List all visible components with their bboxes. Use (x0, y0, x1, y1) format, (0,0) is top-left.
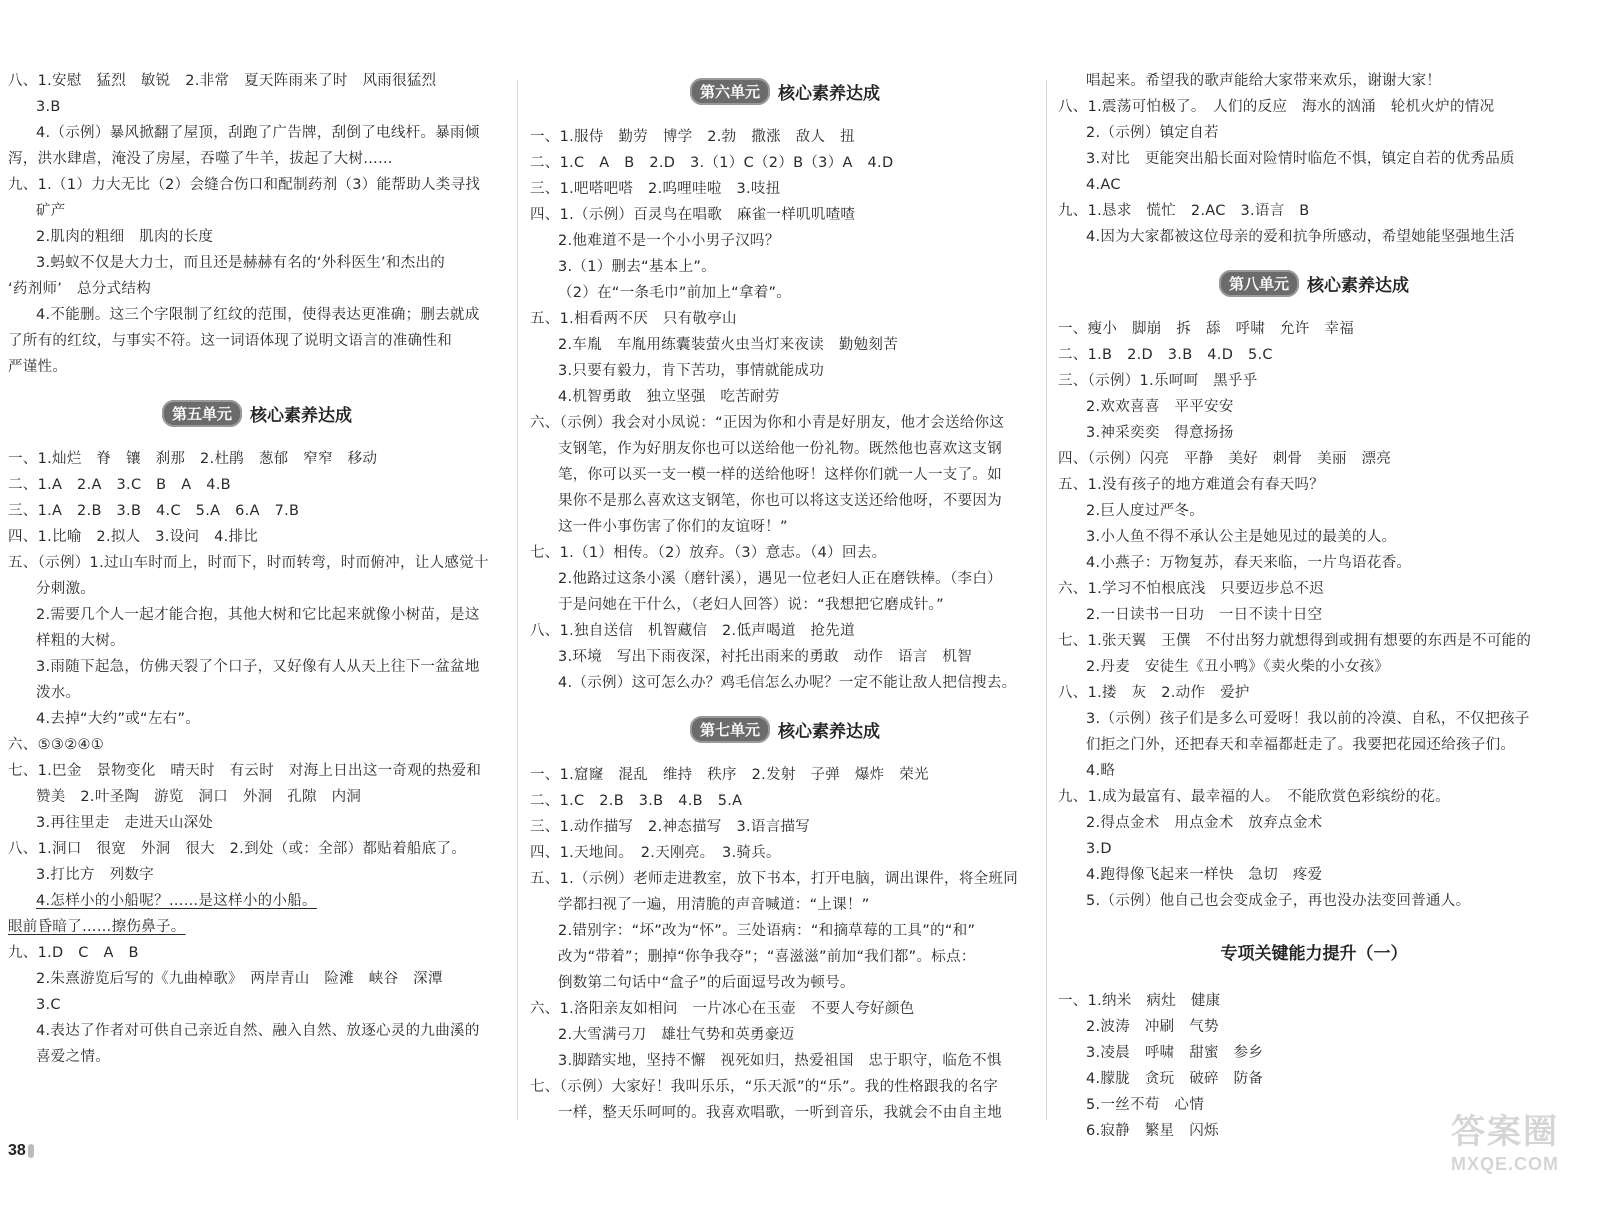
answer-line: 五、1.（示例）老师走进教室，放下书本，打开电脑，调出课件，将全班同 (530, 871, 1019, 887)
answer-line: 6.寂静 繁星 闪烁 (1086, 1123, 1219, 1139)
answer-line: 四、1.（示例）百灵鸟在唱歌 麻雀一样叽叽喳喳 (530, 207, 856, 223)
answer-line: 3.（1）删去“基本上”。 (558, 259, 716, 275)
answer-line: 4.不能删。这三个字限制了红纹的范围，使得表达更准确；删去就成 (36, 307, 480, 323)
answer-line: 4.去掉“大约”或“左右”。 (36, 711, 201, 727)
answer-line: 四、（示例）闪亮 平静 美好 刺骨 美丽 漂亮 (1058, 451, 1392, 467)
special-section-heading (1058, 928, 1570, 974)
answer-line: 七、1.张天翼 王僎 不付出努力就想得到或拥有想要的东西是不可能的 (1058, 633, 1532, 649)
answer-line: 一、1.服侍 勤劳 博学 2.勃 撒涨 敌人 扭 (530, 129, 855, 145)
answer-line: 3.神采奕奕 得意扬扬 (1086, 425, 1234, 441)
answer-line-underlined: 4.怎样小的小船呢？……是这样小的小船。 (36, 893, 317, 909)
answer-line: 3.小人鱼不得不承认公主是她见过的最美的人。 (1086, 529, 1397, 545)
unit-5-heading (8, 390, 506, 436)
answer-line: 九、1.（1）力大无比（2）会缝合伤口和配制药剂（3）能帮助人类寻找 (8, 177, 481, 193)
answer-line: 4.朦胧 贪玩 破碎 防备 (1086, 1071, 1264, 1087)
answer-line: 支钢笔，作为好朋友你也可以送给他一份礼物。既然他也喜欢这支钢 (558, 441, 1002, 457)
page-number (8, 1142, 34, 1160)
answer-line: 八、1.安慰 猛烈 敏锐 2.非常 夏天阵雨来了时 风雨很猛烈 (8, 73, 437, 89)
answer-line: 3.脚踏实地，坚持不懈 视死如归，热爱祖国 忠于职守，临危不惧 (558, 1053, 1002, 1069)
answer-line: 3.（示例）孩子们是多么可爱呀！我以前的冷漠、自私，不仅把孩子 (1086, 711, 1530, 727)
answer-line: 2.需要几个人一起才能合抱，其他大树和它比起来就像小树苗，是这 (36, 607, 480, 623)
answer-line: 三、1.A 2.B 3.B 4.C 5.A 6.A 7.B (8, 503, 300, 519)
answer-line: 九、1.D C A B (8, 945, 139, 961)
page-dot-icon (28, 1144, 34, 1158)
answer-line: 2.肌肉的粗细 肌肉的长度 (36, 229, 214, 245)
answer-line: 果你不是那么喜欢这支钢笔，你也可以将这支送还给他呀，不要因为 (558, 493, 1002, 509)
answer-line: 2.朱熹游览后写的《九曲棹歌》 两岸青山 险滩 峡谷 深潭 (36, 971, 443, 987)
answer-line: 一、瘦小 脚崩 拆 舔 呼啸 允许 幸福 (1058, 321, 1354, 337)
watermark-logo (1440, 1110, 1570, 1190)
answer-line: 一、1.灿烂 脊 镶 刹那 2.杜鹃 葱郁 窄窄 移动 (8, 451, 378, 467)
answer-line: 3.C (36, 997, 61, 1013)
answer-line: 六、1.洛阳亲友如相问 一片冰心在玉壶 不要人夸好颜色 (530, 1001, 915, 1017)
answer-line: 5.（示例）他自己也会变成金子，再也没办法变回普通人。 (1086, 893, 1471, 909)
answer-line: 八、1.震荡可怕极了。 人们的反应 海水的汹涌 轮机火炉的情况 (1058, 99, 1495, 115)
answer-line: 三、1.动作描写 2.神态描写 3.语言描写 (530, 819, 811, 835)
answer-line: 一样，整天乐呵呵的。我喜欢唱歌，一听到音乐，我就会不由自主地 (558, 1105, 1002, 1121)
answer-line: 2.他路过这条小溪（磨针溪），遇见一位老妇人正在磨铁棒。（李白） (558, 571, 1002, 587)
answer-line: 样粗的大树。 (36, 633, 125, 649)
unit-badge: 第七单元 (690, 716, 770, 743)
answer-line: 2.巨人度过严冬。 (1086, 503, 1205, 519)
answer-line: 4.略 (1086, 763, 1116, 779)
answer-line: 三、（示例）1.乐呵呵 黑乎乎 (1058, 373, 1258, 389)
answer-block (8, 446, 506, 1070)
answer-line: 七、（示例）大家好！我叫乐乐，“乐天派”的“乐”。我的性格跟我的名字 (530, 1079, 998, 1095)
answer-line: 4.（示例）暴风掀翻了屋顶，刮跑了广告牌，刮倒了电线杆。暴雨倾 (36, 125, 480, 141)
answer-line-underlined: 眼前昏暗了……擦伤鼻子。 (8, 919, 186, 935)
answer-block (530, 762, 1040, 1126)
answer-line: 二、1.B 2.D 3.B 4.D 5.C (1058, 347, 1273, 363)
answer-line: 了所有的红纹，与事实不符。这一词语体现了说明文语言的准确性和 (8, 333, 452, 349)
answer-line: 八、1.洞口 很宽 外洞 很大 2.到处（或：全部）都贴着船底了。 (8, 841, 467, 857)
column-divider (517, 80, 518, 1120)
answer-line: 3.D (1086, 841, 1112, 857)
answer-line: 2.丹麦 安徒生《丑小鸭》《卖火柴的小女孩》 (1086, 659, 1390, 675)
answer-line: 泻，洪水肆虐，淹没了房屋，吞噬了牛羊，拔起了大树…… (8, 151, 393, 167)
answer-line: 八、1.搂 灰 2.动作 爱护 (1058, 685, 1250, 701)
answer-column-3 (1058, 68, 1570, 1144)
answer-line: 泼水。 (36, 685, 81, 701)
answer-line: 2.大雪满弓刀 雄壮气势和英勇豪迈 (558, 1027, 795, 1043)
answer-line: 唱起来。希望我的歌声能给大家带来欢乐，谢谢大家！ (1086, 73, 1442, 89)
answer-line: 2.欢欢喜喜 平平安安 (1086, 399, 1234, 415)
answer-line: ‘药剂师’ 总分式结构 (8, 281, 152, 297)
answer-line: 矿产 (36, 203, 66, 219)
answer-line: 六、（示例）我会对小凤说：“正因为你和小青是好朋友，他才会送给你这 (530, 415, 1005, 431)
answer-line: 六、⑤③②④① (8, 737, 105, 753)
answer-line: 4.因为大家都被这位母亲的爱和抗争所感动，希望她能坚强地生活 (1086, 229, 1515, 245)
answer-line: 六、1.学习不怕根底浅 只要迈步总不迟 (1058, 581, 1325, 597)
answer-line: 四、1.天地间。 2.天刚亮。 3.骑兵。 (530, 845, 781, 861)
unit-7-heading (530, 706, 1040, 752)
answer-block (1058, 68, 1570, 250)
answer-line: 4.机智勇敢 独立坚强 吃苦耐劳 (558, 389, 780, 405)
answer-line: 2.车胤 车胤用练囊装萤火虫当灯来夜读 勤勉刻苦 (558, 337, 899, 353)
answer-line: 2.他难道不是一个小小男子汉吗？ (558, 233, 780, 249)
answer-line: 学都扫视了一遍，用清脆的声音喊道：“上课！” (558, 897, 870, 913)
answer-line: 二、1.C A B 2.D 3.（1）C（2）B（3）A 4.D (530, 155, 894, 171)
answer-line: 5.一丝不苟 心情 (1086, 1097, 1205, 1113)
answer-line: 三、1.吧嗒吧嗒 2.呜哩哇啦 3.吱扭 (530, 181, 781, 197)
answer-line: 4.（示例）这可怎么办？鸡毛信怎么办呢？一定不能让敌人把信搜去。 (558, 675, 1017, 691)
watermark-url: MXQE.COM (1450, 1154, 1559, 1174)
answer-line: 二、1.A 2.A 3.C B A 4.B (8, 477, 231, 493)
answer-line: 五、（示例）1.过山车时而上，时而下，时而转弯，时而俯冲，让人感觉十 (8, 555, 489, 571)
answer-line: 喜爱之情。 (36, 1049, 110, 1065)
answer-line: （2）在“一条毛巾”前加上“拿着”。 (558, 285, 792, 301)
answer-line: 八、1.独自送信 机智藏信 2.低声喝道 抢先道 (530, 623, 855, 639)
watermark-text: 答案圈 (1451, 1112, 1559, 1152)
answer-line: 四、1.比喻 2.拟人 3.设问 4.排比 (8, 529, 259, 545)
answer-line: 2.一日读书一日功 一日不读十日空 (1086, 607, 1323, 623)
answer-line: 3.蚂蚁不仅是大力士，而且还是赫赫有名的‘外科医生’和杰出的 (36, 255, 446, 271)
answer-line: 七、1.巴金 景物变化 晴天时 有云时 对海上日出这一奇观的热爱和 (8, 763, 482, 779)
answer-line: 们拒之门外，还把春天和幸福都赶走了。我要把花园还给孩子们。 (1086, 737, 1516, 753)
answer-line: 4.跑得像飞起来一样快 急切 疼爱 (1086, 867, 1323, 883)
answer-line: 一、1.窟窿 混乱 维持 秩序 2.发射 子弹 爆炸 荣光 (530, 767, 929, 783)
page-number-text: 38 (8, 1142, 26, 1159)
answer-line: 3.对比 更能突出船长面对险情时临危不惧，镇定自若的优秀品质 (1086, 151, 1515, 167)
answer-line: 3.打比方 列数字 (36, 867, 155, 883)
answer-line: 二、1.C 2.B 3.B 4.B 5.A (530, 793, 743, 809)
special-section-title: 专项关键能力提升（一） (1220, 943, 1408, 964)
answer-line: 倒数第二句话中“盒子”的后面逗号改为顿号。 (558, 975, 855, 991)
unit-title: 核心素养达成 (778, 721, 880, 742)
answer-line: 2.错别字：“坏”改为“怀”。三处语病：“和摘草莓的工具”的“和” (558, 923, 976, 939)
answer-line: 笔，你可以买一支一模一样的送给他呀！这样你们就一人一支了。如 (558, 467, 1002, 483)
answer-column-1 (8, 68, 506, 1070)
answer-line: 五、1.没有孩子的地方难道会有春天吗？ (1058, 477, 1325, 493)
column-divider (1046, 80, 1047, 1120)
unit-badge: 第八单元 (1219, 270, 1299, 297)
answer-line: 2.波涛 冲刷 气势 (1086, 1019, 1219, 1035)
answer-line: 五、1.相看两不厌 只有敬亭山 (530, 311, 737, 327)
answer-line: 七、1.（1）相传。（2）放弃。（3）意志。（4）回去。 (530, 545, 887, 561)
answer-line: 于是问她在干什么，（老妇人回答）说：“我想把它磨成针。” (558, 597, 944, 613)
answer-line: 3.雨随下起急，仿佛天裂了个口子，又好像有人从天上往下一盆盆地 (36, 659, 480, 675)
answer-line: 3.B (36, 99, 61, 115)
answer-line: 3.再往里走 走进天山深处 (36, 815, 214, 831)
answer-line: 4.表达了作者对可供自己亲近自然、融入自然、放逐心灵的九曲溪的 (36, 1023, 480, 1039)
answer-block (8, 68, 506, 380)
unit-title: 核心素养达成 (1307, 275, 1409, 296)
answer-line: 3.只要有毅力，肯下苦功，事情就能成功 (558, 363, 825, 379)
answer-line: 3.凌晨 呼啸 甜蜜 参乡 (1086, 1045, 1264, 1061)
answer-line: 改为“带着”；删掉“你争我夺”；“喜滋滋”前加“我们都”。标点： (558, 949, 976, 965)
answer-line: 这一件小事伤害了你们的友谊呀！” (558, 519, 788, 535)
answer-line: 2.（示例）镇定自若 (1086, 125, 1219, 141)
answer-line: 4.小燕子：万物复苏，春天来临，一片鸟语花香。 (1086, 555, 1412, 571)
unit-badge: 第五单元 (162, 400, 242, 427)
answer-line: 分刺激。 (36, 581, 96, 597)
unit-title: 核心素养达成 (778, 83, 880, 104)
answer-block (1058, 316, 1570, 914)
answer-line: 2.得点金术 用点金术 放弃点金术 (1086, 815, 1323, 831)
answer-line: 3.环境 写出下雨夜深，衬托出雨来的勇敢 动作 语言 机智 (558, 649, 973, 665)
answer-line: 一、1.纳米 病灶 健康 (1058, 993, 1221, 1009)
answer-line: 赞美 2.叶圣陶 游览 洞口 外洞 孔隙 内洞 (36, 789, 362, 805)
answer-block (530, 124, 1040, 696)
unit-6-heading (530, 68, 1040, 114)
unit-8-heading (1058, 260, 1570, 306)
answer-line: 九、1.恳求 慌忙 2.AC 3.语言 B (1058, 203, 1310, 219)
unit-badge: 第六单元 (690, 78, 770, 105)
answer-column-2 (530, 68, 1040, 1126)
answer-line: 严谨性。 (8, 359, 68, 375)
answer-line: 4.AC (1086, 177, 1121, 193)
unit-title: 核心素养达成 (250, 405, 352, 426)
answer-line: 九、1.成为最富有、最幸福的人。 不能欣赏色彩缤纷的花。 (1058, 789, 1450, 805)
